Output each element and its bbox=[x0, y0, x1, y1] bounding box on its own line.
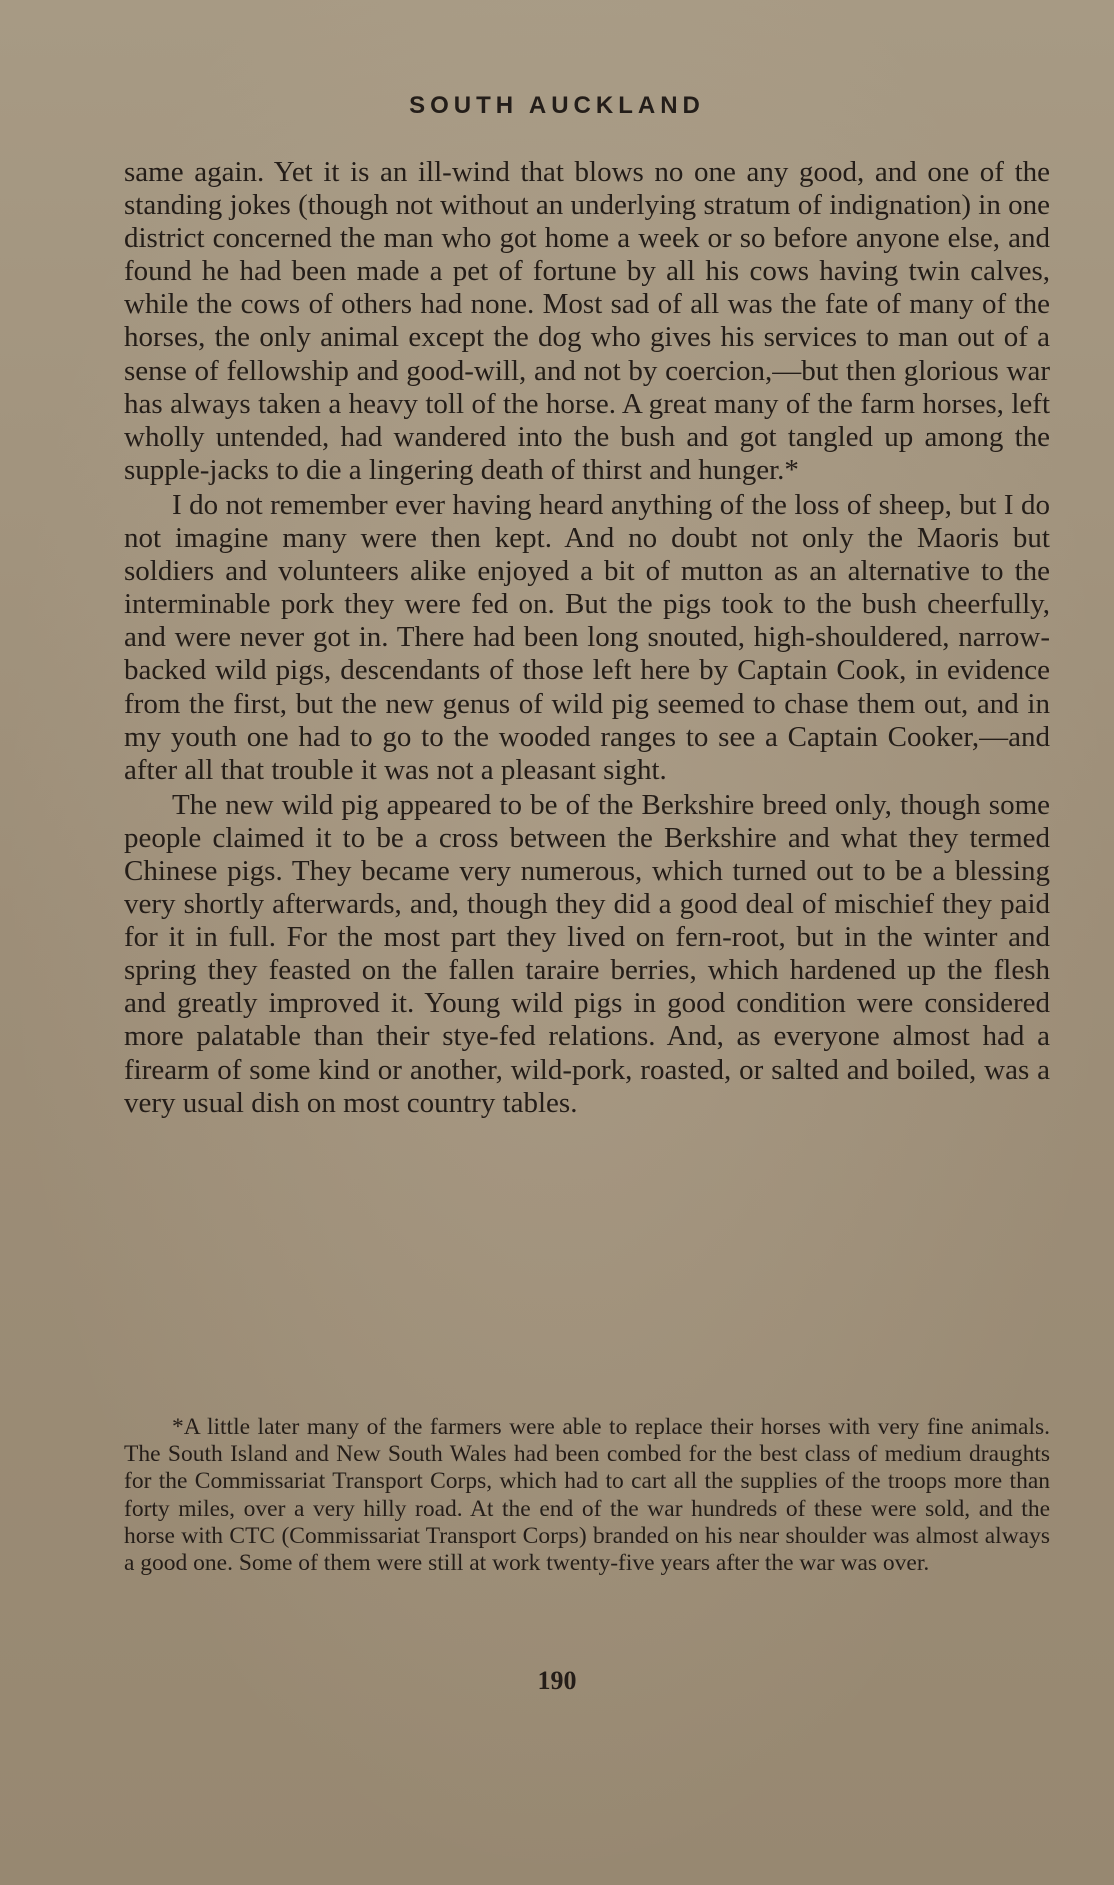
footnote bbox=[124, 1414, 1050, 1577]
body-text bbox=[124, 156, 1050, 1120]
running-header: SOUTH AUCKLAND bbox=[409, 92, 705, 119]
paragraph: The new wild pig appeared to be of the Berkshire breed only, though some people claimed it to be a cross between the Berkshire and what they termed Chinese pigs. They became very numerous, which turned out to be a blessing very shortly afterwards, and, though they did a good deal of mischief they paid for it in full. For the most part they lived on fern-root, but in the winter and spring they feasted on the fallen taraire berries, which hardened up the flesh and greatly improved it. Young wild pigs in good condition were considered more palatable than their stye-fed relations. And, as everyone almost had a firearm of some kind or another, wild-pork, roasted, or salted and boiled, was a very usual dish on most country tables. bbox=[124, 788, 1050, 1119]
paragraph-continued: same again. Yet it is an ill-wind that blows no one any good, and one of the standing jokes (though not without an underlying stratum of indignation) in one district concerned the man who got home a week or so before anyone else, and found he had been made a pet of fortune by all his cows having twin calves, while the cows of others had none. Most sad of all was the fate of many of the horses, the only animal except the dog who gives his services to man out of a sense of fellowship and good-will, and not by coercion,—but then glorious war has always taken a heavy toll of the horse. A great many of the farm horses, left wholly untended, had wandered into the bush and got tangled up among the supple-jacks to die a lingering death of thirst and hunger.* bbox=[124, 156, 1050, 486]
footnote-text: *A little later many of the farmers were able to replace their horses with very fine animals. The South Island and New South Wales had been combed for the best class of medium draughts for the Commissariat Transport Corps, which had to cart all the supplies of the troops more than forty miles, over a very hilly road. At the end of the war hundreds of these were sold, and the horse with CTC (Commissariat Transport Corps) branded on his near shoulder was almost always a good one. Some of them were still at work twenty-five years after the war was over. bbox=[124, 1414, 1050, 1577]
page-number: 190 bbox=[537, 1666, 577, 1695]
paragraph: I do not remember ever having heard anything of the loss of sheep, but I do not imagine many were then kept. And no doubt not only the Maoris but soldiers and volunteers alike enjoyed a bit of mutton as an alternative to the interminable pork they were fed on. But the pigs took to the bush cheerfully, and were never got in. There had been long snouted, high-shouldered, narrow-backed wild pigs, descendants of those left here by Captain Cook, in evidence from the first, but the new genus of wild pig seemed to chase them out, and in my youth one had to go to the wooded ranges to see a Captain Cooker,—and after all that trouble it was not a pleasant sight. bbox=[124, 488, 1050, 786]
